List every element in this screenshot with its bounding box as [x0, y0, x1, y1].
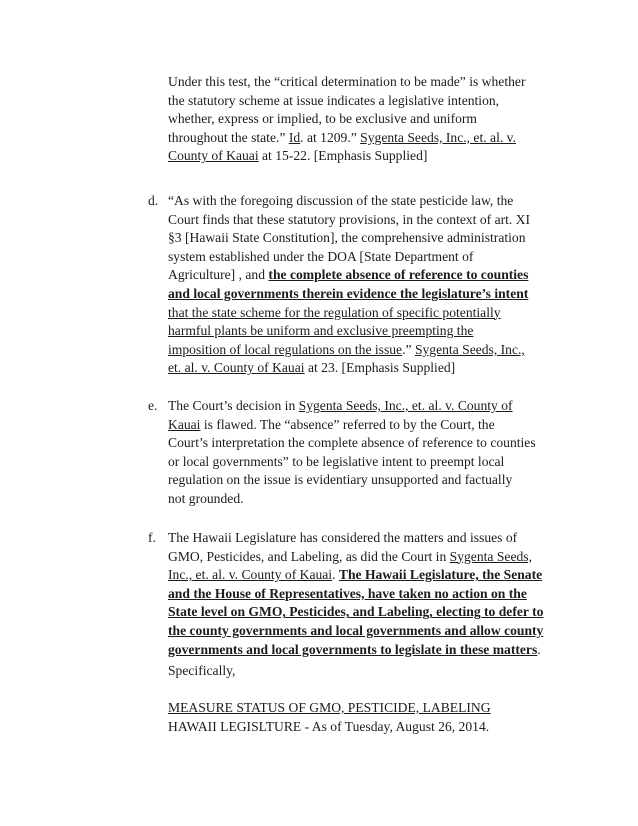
text-run: The Court’s decision in — [168, 398, 299, 413]
bold-underlined-text: the county governments and local governments and allow county — [168, 622, 544, 638]
paragraph-e — [168, 397, 548, 509]
bold-underlined-text: The Hawaii Legislature, the Senate — [338, 567, 543, 583]
quoted-passage-intro — [168, 73, 548, 166]
text-run: The Hawaii Legislature has considered the matters and issues of — [168, 530, 518, 545]
underlined-text: Kauai — [168, 416, 201, 432]
text-line — [168, 285, 548, 304]
text-line — [168, 248, 548, 267]
item-marker-f: f. — [148, 530, 156, 545]
text-line — [168, 110, 548, 129]
text-run: §3 [Hawaii State Constitution], the comprehensive administration — [168, 230, 526, 246]
underlined-text: County of Kauai — [168, 148, 259, 164]
bold-underlined-text: and the House of Representatives, have taken no action on the — [168, 585, 527, 601]
underlined-text: Inc., et. al. v. County of Kauai — [168, 567, 333, 583]
text-run: is flawed. The “absence” referred to by the Court, the — [200, 416, 495, 432]
text-line — [168, 397, 548, 416]
text-line — [168, 147, 548, 166]
paragraph-d — [168, 192, 548, 378]
text-run: GMO, Pesticides, and Labeling, as did the Court in — [168, 548, 450, 564]
bold-underlined-text: governments and local governments to legislate in these matters — [168, 641, 538, 657]
underlined-text: harmful plants be uniform and exclusive preempting the — [168, 323, 474, 339]
text-run: . at 1209.” — [300, 129, 361, 145]
text-run: not grounded. — [168, 490, 244, 506]
text-run: . — [537, 641, 541, 657]
text-line — [168, 92, 548, 111]
underlined-text: that the state scheme for the regulation of specific potentially — [168, 304, 501, 320]
underlined-text: Id — [288, 129, 301, 145]
underlined-text: imposition of local regulations on the issue — [168, 341, 403, 357]
specifically-text: Specifically, — [168, 663, 236, 678]
underlined-text: Sygenta Seeds, Inc., et. al. v. — [360, 129, 516, 145]
text-line — [168, 359, 548, 378]
text-run: Under this test, the “critical determination to be made” is whether — [168, 74, 526, 89]
text-line — [168, 603, 548, 622]
underlined-text: Sygenta Seeds, Inc., — [414, 341, 525, 357]
text-run: Court finds that these statutory provisions, in the context of art. XI — [168, 211, 531, 227]
text-line — [168, 73, 548, 92]
text-run: system established under the DOA [State Department of — [168, 248, 474, 264]
text-line — [168, 434, 548, 453]
measure-status-date: HAWAII LEGISLTURE - As of Tuesday, August 26, 2014. — [168, 718, 490, 734]
item-marker-d: d. — [148, 193, 159, 208]
text-run: regulation on the issue is evidentiary unsupported and factually — [168, 472, 513, 488]
text-line — [168, 471, 548, 490]
bold-underlined-text: State level on GMO, Pesticides, and Labeling, electing to defer to — [168, 604, 544, 620]
text-line — [168, 566, 548, 585]
bold-underlined-text: the complete absence of reference to counties — [268, 267, 529, 283]
measure-status-heading: MEASURE STATUS OF GMO, PESTICIDE, LABELING — [168, 700, 491, 715]
text-line — [168, 529, 548, 548]
text-line — [168, 416, 548, 435]
bold-underlined-text: and local governments therein evidence the legislature’s intent — [168, 285, 529, 301]
paragraph-f — [168, 529, 548, 659]
text-run: the statutory scheme at issue indicates a legislative intention, — [168, 92, 500, 108]
text-run: at 23. [Emphasis Supplied] — [304, 360, 456, 376]
text-run: Agriculture] , and — [168, 267, 269, 283]
text-line — [168, 304, 548, 323]
text-line — [168, 341, 548, 360]
text-run: at 15-22. [Emphasis Supplied] — [258, 148, 428, 164]
underlined-text: et. al. v. County of Kauai — [168, 360, 305, 376]
text-line — [168, 266, 548, 285]
text-line — [168, 453, 548, 472]
measure-status-block — [168, 699, 548, 736]
underlined-text: Sygenta Seeds, — [449, 548, 532, 564]
text-line — [168, 322, 548, 341]
text-line — [168, 211, 548, 230]
text-run: . — [332, 567, 339, 583]
item-marker-e: e. — [148, 398, 158, 413]
text-line — [168, 229, 548, 248]
text-run: or local governments” to be legislative intent to preempt local — [168, 453, 505, 469]
text-line — [168, 490, 548, 509]
underlined-text: Sygenta Seeds, Inc., et. al. v. County of — [298, 398, 513, 413]
text-run: Court’s interpretation the complete absence of reference to counties — [168, 435, 536, 451]
text-run: throughout the state.” — [168, 129, 289, 145]
text-line — [168, 548, 548, 567]
text-line — [168, 622, 548, 641]
text-line — [168, 585, 548, 604]
text-line — [168, 192, 548, 211]
text-line — [168, 641, 548, 660]
text-run: “As with the foregoing discussion of the state pesticide law, the — [168, 193, 514, 208]
text-run: .” — [402, 341, 415, 357]
text-run: whether, express or implied, to be exclusive and uniform — [168, 111, 478, 127]
text-line — [168, 129, 548, 148]
